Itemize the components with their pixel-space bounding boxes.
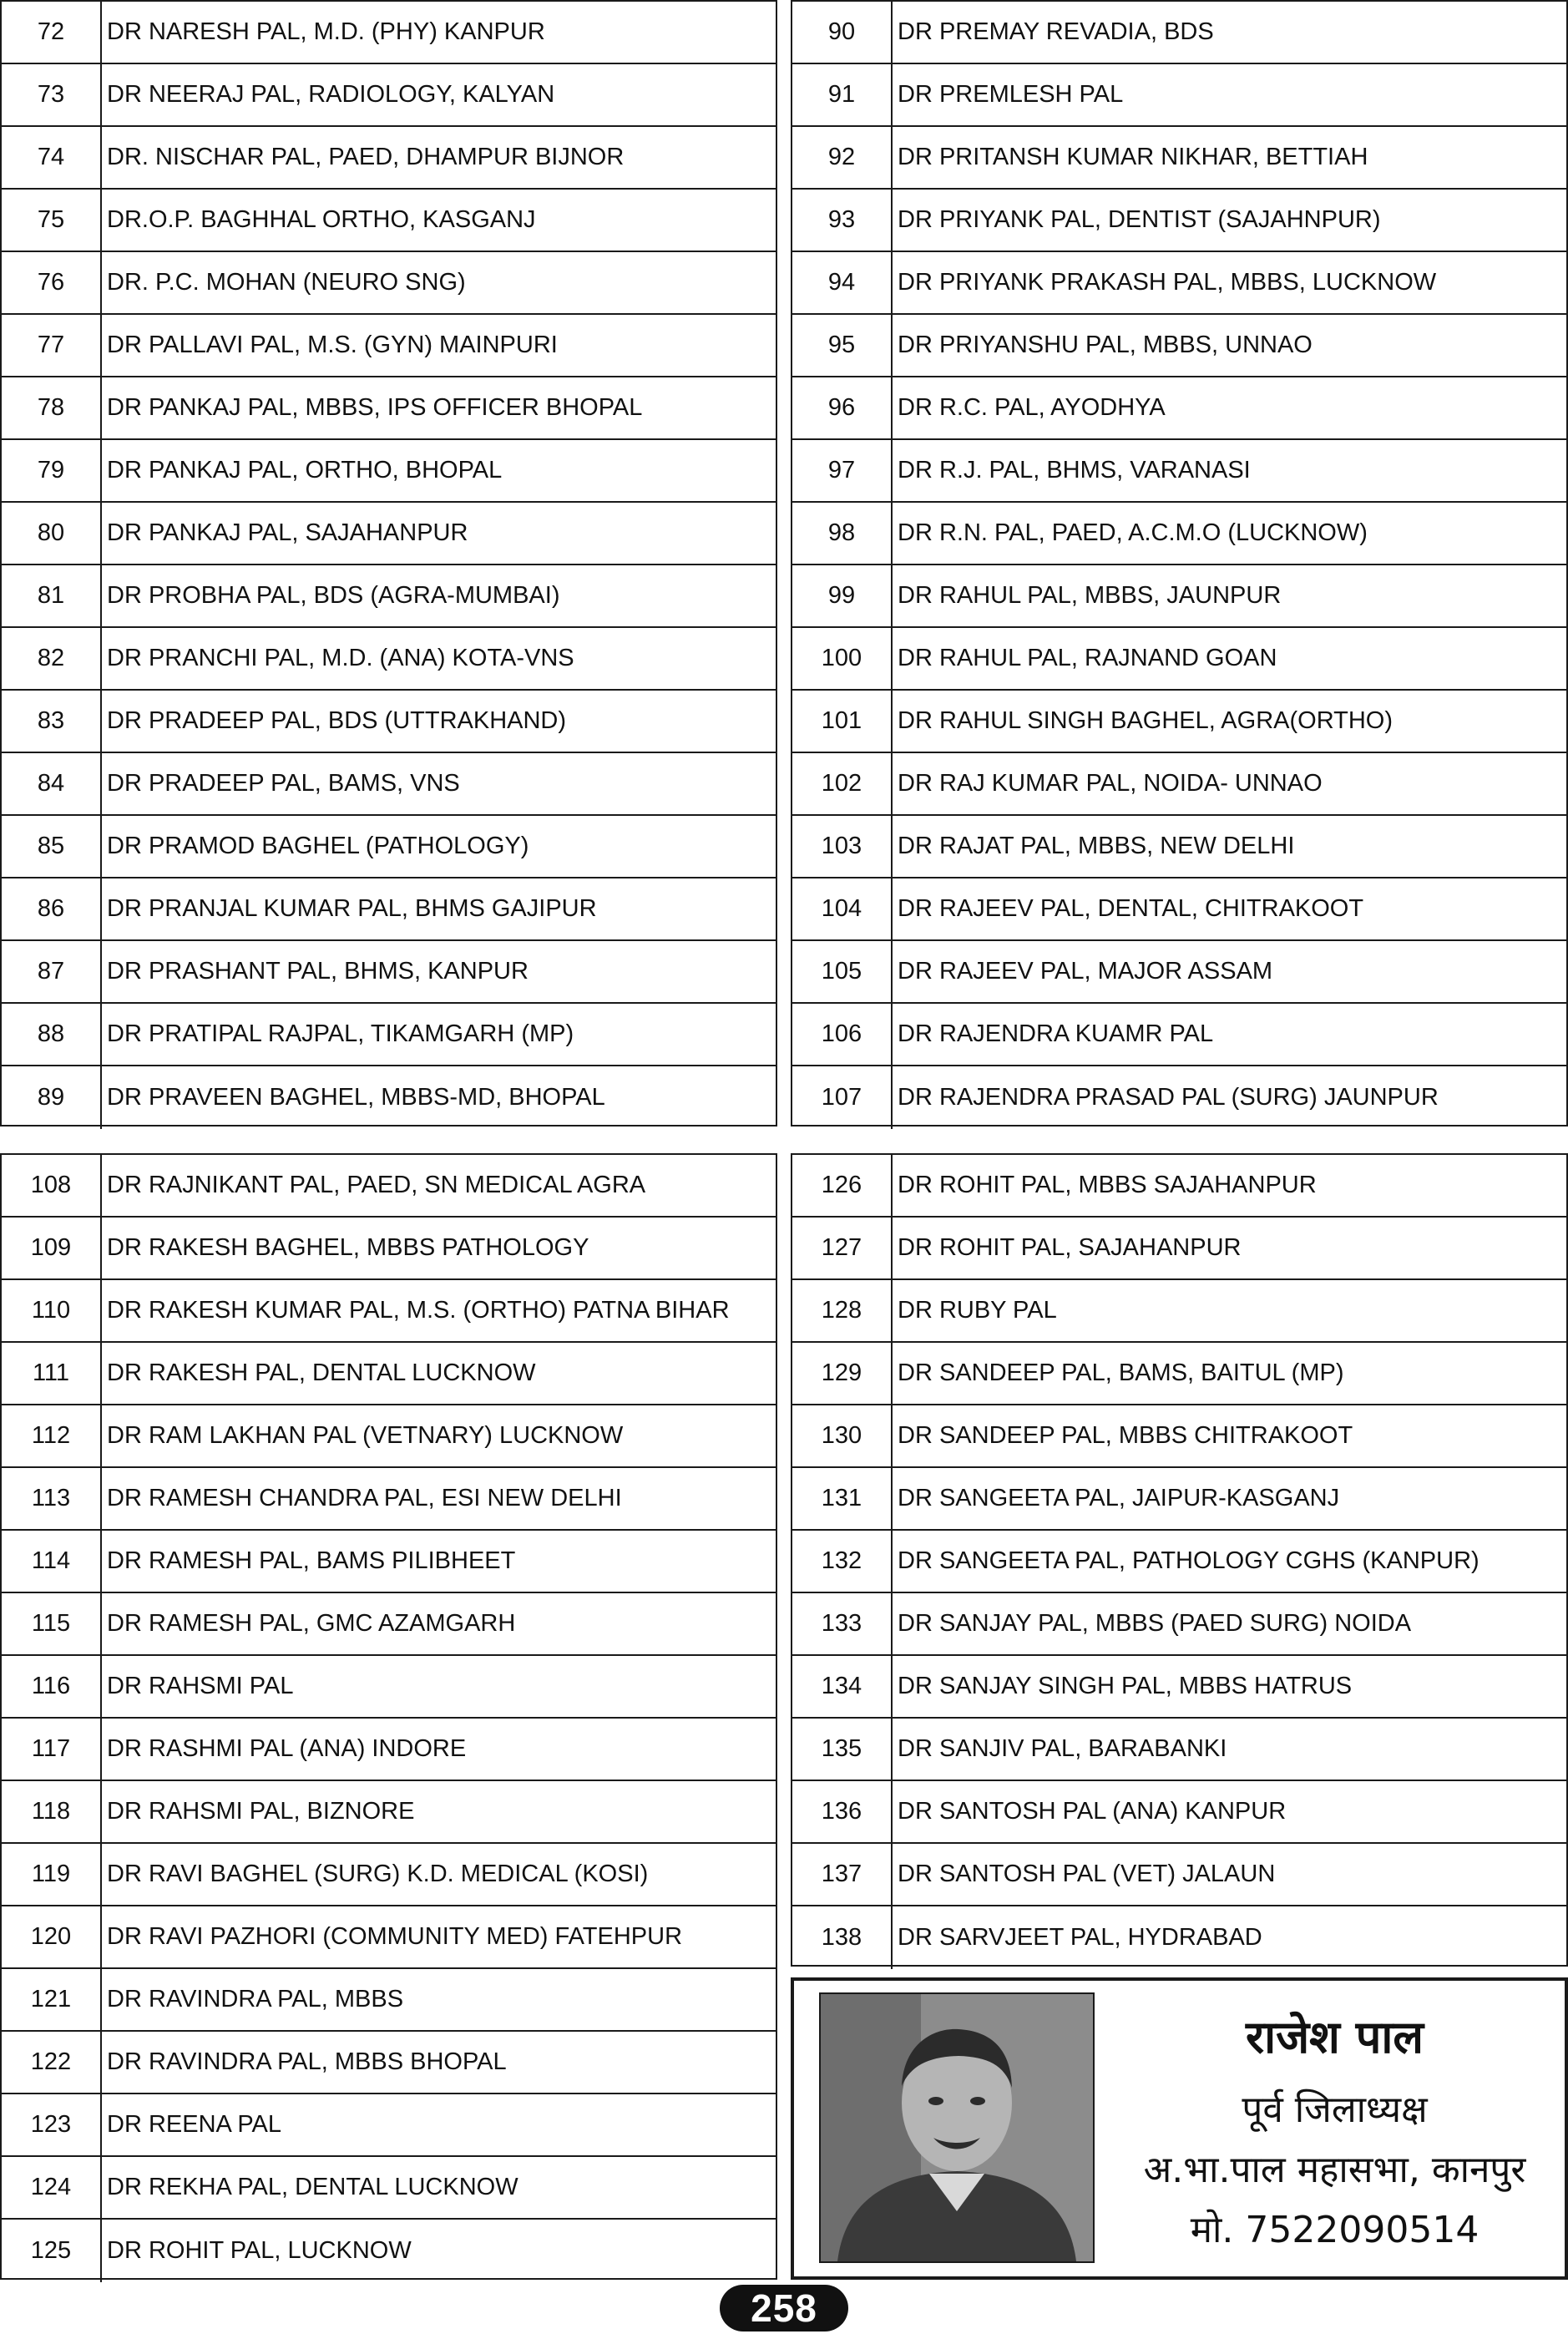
row-number: 107 — [792, 1066, 893, 1129]
row-number: 82 — [2, 628, 102, 689]
doctor-name: DR SANTOSH PAL (ANA) KANPUR — [898, 1798, 1287, 1825]
row-number: 101 — [792, 691, 893, 752]
directory-table-2 — [791, 0, 1568, 1126]
row-number: 133 — [792, 1593, 893, 1654]
row-number: 99 — [792, 565, 893, 626]
doctor-name: DR RAHSMI PAL, BIZNORE — [107, 1798, 415, 1825]
row-number: 88 — [2, 1004, 102, 1065]
doctor-name: DR R.J. PAL, BHMS, VARANASI — [898, 457, 1251, 484]
table-row — [2, 1969, 776, 2032]
row-number: 91 — [792, 64, 893, 125]
doctor-name: DR PRAVEEN BAGHEL, MBBS-MD, BHOPAL — [107, 1084, 605, 1111]
row-number: 121 — [2, 1969, 102, 2030]
doctor-name: DR SANJAY SINGH PAL, MBBS HATRUS — [898, 1673, 1353, 1699]
table-row — [2, 878, 776, 941]
doctor-name: DR RAJEEV PAL, MAJOR ASSAM — [898, 958, 1273, 985]
row-number: 97 — [792, 440, 893, 501]
doctor-name: DR PRADEEP PAL, BAMS, VNS — [107, 770, 460, 797]
row-number: 109 — [2, 1218, 102, 1278]
doctor-name: DR PRIYANSHU PAL, MBBS, UNNAO — [898, 332, 1313, 358]
profile-phone: मो. 7522090514 — [1190, 2209, 1479, 2251]
row-number: 122 — [2, 2032, 102, 2093]
row-number: 130 — [792, 1405, 893, 1466]
row-number: 106 — [792, 1004, 893, 1065]
table-row — [2, 2220, 776, 2282]
doctor-name: DR PRIYANK PAL, DENTIST (SAJAHNPUR) — [898, 206, 1381, 233]
table-row — [792, 252, 1566, 315]
row-number: 85 — [2, 816, 102, 877]
row-number: 136 — [792, 1781, 893, 1842]
table-row — [2, 691, 776, 753]
doctor-name: DR ROHIT PAL, SAJAHANPUR — [898, 1234, 1242, 1261]
table-row — [2, 1531, 776, 1593]
row-number: 125 — [2, 2220, 102, 2282]
row-number: 77 — [2, 315, 102, 376]
table-row — [792, 1280, 1566, 1343]
doctor-name: DR R.N. PAL, PAED, A.C.M.O (LUCKNOW) — [898, 519, 1368, 546]
doctor-name: DR RAHUL PAL, RAJNAND GOAN — [898, 645, 1277, 671]
table-row — [2, 1656, 776, 1719]
doctor-name: DR RAJ KUMAR PAL, NOIDA- UNNAO — [898, 770, 1323, 797]
table-row — [792, 1593, 1566, 1656]
profile-organization: अ.भा.पाल महासभा, कानपुर — [1143, 2149, 1526, 2191]
doctor-name: DR REKHA PAL, DENTAL LUCKNOW — [107, 2174, 518, 2200]
doctor-name: DR RASHMI PAL (ANA) INDORE — [107, 1735, 467, 1762]
doctor-name: DR RAJNIKANT PAL, PAED, SN MEDICAL AGRA — [107, 1172, 646, 1198]
row-number: 124 — [2, 2157, 102, 2218]
row-number: 86 — [2, 878, 102, 939]
table-row — [2, 64, 776, 127]
doctor-name: DR RAMESH CHANDRA PAL, ESI NEW DELHI — [107, 1485, 622, 1511]
table-row — [792, 1468, 1566, 1531]
doctor-name: DR PRANCHI PAL, M.D. (ANA) KOTA-VNS — [107, 645, 574, 671]
row-number: 111 — [2, 1343, 102, 1404]
row-number: 93 — [792, 190, 893, 251]
doctor-name: DR RAJENDRA PRASAD PAL (SURG) JAUNPUR — [898, 1084, 1439, 1111]
doctor-name: DR PALLAVI PAL, M.S. (GYN) MAINPURI — [107, 332, 558, 358]
table-row — [2, 941, 776, 1004]
doctor-name: DR PREMAY REVADIA, BDS — [898, 18, 1214, 45]
doctor-name: DR RAVI PAZHORI (COMMUNITY MED) FATEHPUR — [107, 1923, 683, 1950]
table-row — [792, 1844, 1566, 1906]
row-number: 75 — [2, 190, 102, 251]
table-row — [792, 127, 1566, 190]
doctor-name: DR RAVINDRA PAL, MBBS — [107, 1986, 404, 2013]
doctor-name: DR PRATIPAL RAJPAL, TIKAMGARH (MP) — [107, 1020, 574, 1047]
doctor-name: DR NARESH PAL, M.D. (PHY) KANPUR — [107, 18, 545, 45]
row-number: 110 — [2, 1280, 102, 1341]
table-row — [2, 628, 776, 691]
row-number: 114 — [2, 1531, 102, 1592]
row-number: 90 — [792, 2, 893, 63]
row-number: 126 — [792, 1155, 893, 1216]
doctor-name: DR SANJAY PAL, MBBS (PAED SURG) NOIDA — [898, 1610, 1412, 1637]
table-row — [2, 127, 776, 190]
row-number: 134 — [792, 1656, 893, 1717]
table-row — [2, 1280, 776, 1343]
row-number: 135 — [792, 1719, 893, 1780]
doctor-name: DR PRASHANT PAL, BHMS, KANPUR — [107, 958, 529, 985]
row-number: 96 — [792, 377, 893, 438]
table-row — [792, 64, 1566, 127]
doctor-name: DR SANDEEP PAL, MBBS CHITRAKOOT — [898, 1422, 1353, 1449]
table-row — [792, 1781, 1566, 1844]
table-row — [792, 503, 1566, 565]
table-row — [2, 1405, 776, 1468]
doctor-name: DR SARVJEET PAL, HYDRABAD — [898, 1924, 1262, 1951]
table-row — [2, 190, 776, 252]
table-row — [2, 2, 776, 64]
table-row — [2, 1343, 776, 1405]
doctor-name: DR RAMESH PAL, BAMS PILIBHEET — [107, 1547, 516, 1574]
row-number: 128 — [792, 1280, 893, 1341]
row-number: 118 — [2, 1781, 102, 1842]
doctor-name: DR PANKAJ PAL, SAJAHANPUR — [107, 519, 468, 546]
table-row — [792, 1066, 1566, 1129]
doctor-name: DR PRANJAL KUMAR PAL, BHMS GAJIPUR — [107, 895, 597, 922]
table-row — [2, 252, 776, 315]
table-row — [792, 190, 1566, 252]
row-number: 81 — [2, 565, 102, 626]
table-row — [792, 440, 1566, 503]
doctor-name: DR RAM LAKHAN PAL (VETNARY) LUCKNOW — [107, 1422, 624, 1449]
table-row — [2, 2094, 776, 2157]
doctor-name: DR. P.C. MOHAN (NEURO SNG) — [107, 269, 466, 296]
table-row — [792, 2, 1566, 64]
doctor-name: DR PREMLESH PAL — [898, 81, 1124, 108]
doctor-name: DR SANGEETA PAL, JAIPUR-KASGANJ — [898, 1485, 1340, 1511]
row-number: 131 — [792, 1468, 893, 1529]
doctor-name: DR RAJAT PAL, MBBS, NEW DELHI — [898, 833, 1295, 859]
doctor-name: DR ROHIT PAL, MBBS SAJAHANPUR — [898, 1172, 1317, 1198]
row-number: 98 — [792, 503, 893, 564]
table-row — [792, 1656, 1566, 1719]
doctor-name: DR RAJENDRA KUAMR PAL — [898, 1020, 1214, 1047]
table-row — [2, 440, 776, 503]
row-number: 89 — [2, 1066, 102, 1129]
table-row — [792, 1531, 1566, 1593]
profile-designation: पूर्व जिलाध्यक्ष — [1242, 2088, 1428, 2131]
row-number: 84 — [2, 753, 102, 814]
table-row — [2, 1906, 776, 1969]
row-number: 78 — [2, 377, 102, 438]
table-row — [2, 1218, 776, 1280]
doctor-name: DR RUBY PAL — [898, 1297, 1057, 1324]
doctor-name: DR SANJIV PAL, BARABANKI — [898, 1735, 1227, 1762]
table-row — [792, 1218, 1566, 1280]
table-row — [2, 565, 776, 628]
table-row — [792, 753, 1566, 816]
doctor-name: DR RAMESH PAL, GMC AZAMGARH — [107, 1610, 516, 1637]
doctor-name: DR PRIYANK PRAKASH PAL, MBBS, LUCKNOW — [898, 269, 1437, 296]
row-number: 103 — [792, 816, 893, 877]
table-row — [792, 1343, 1566, 1405]
table-row — [2, 1155, 776, 1218]
row-number: 72 — [2, 2, 102, 63]
table-row — [2, 315, 776, 377]
row-number: 112 — [2, 1405, 102, 1466]
row-number: 129 — [792, 1343, 893, 1404]
row-number: 73 — [2, 64, 102, 125]
doctor-name: DR PROBHA PAL, BDS (AGRA-MUMBAI) — [107, 582, 560, 609]
table-row — [792, 565, 1566, 628]
doctor-name: DR PRAMOD BAGHEL (PATHOLOGY) — [107, 833, 529, 859]
table-row — [2, 1066, 776, 1129]
doctor-name: DR R.C. PAL, AYODHYA — [898, 394, 1166, 421]
doctor-name: DR RAKESH BAGHEL, MBBS PATHOLOGY — [107, 1234, 589, 1261]
table-row — [2, 753, 776, 816]
doctor-name: DR PANKAJ PAL, MBBS, IPS OFFICER BHOPAL — [107, 394, 643, 421]
table-row — [792, 816, 1566, 878]
row-number: 113 — [2, 1468, 102, 1529]
table-row — [792, 315, 1566, 377]
table-row — [2, 1593, 776, 1656]
table-row — [792, 628, 1566, 691]
row-number: 100 — [792, 628, 893, 689]
table-row — [2, 1844, 776, 1906]
row-number: 92 — [792, 127, 893, 188]
row-number: 138 — [792, 1906, 893, 1969]
row-number: 117 — [2, 1719, 102, 1780]
table-row — [2, 816, 776, 878]
doctor-name: DR RAKESH KUMAR PAL, M.S. (ORTHO) PATNA BIHAR — [107, 1297, 730, 1324]
row-number: 132 — [792, 1531, 893, 1592]
row-number: 104 — [792, 878, 893, 939]
table-row — [792, 941, 1566, 1004]
doctor-name: DR ROHIT PAL, LUCKNOW — [107, 2237, 412, 2264]
row-number: 123 — [2, 2094, 102, 2155]
doctor-name: DR PANKAJ PAL, ORTHO, BHOPAL — [107, 457, 503, 484]
row-number: 83 — [2, 691, 102, 752]
doctor-name: DR PRITANSH KUMAR NIKHAR, BETTIAH — [898, 144, 1368, 170]
table-row — [2, 1004, 776, 1066]
row-number: 76 — [2, 252, 102, 313]
table-row — [792, 1719, 1566, 1781]
table-row — [2, 503, 776, 565]
row-number: 102 — [792, 753, 893, 814]
page-number: 258 — [720, 2285, 848, 2331]
doctor-name: DR RAHUL SINGH BAGHEL, AGRA(ORTHO) — [898, 707, 1393, 734]
table-row — [792, 1906, 1566, 1969]
directory-table-3 — [0, 1153, 777, 2280]
doctor-name: DR RAVI BAGHEL (SURG) K.D. MEDICAL (KOSI) — [107, 1861, 649, 1887]
table-row — [792, 1004, 1566, 1066]
table-row — [792, 878, 1566, 941]
table-row — [2, 2032, 776, 2094]
row-number: 120 — [2, 1906, 102, 1967]
row-number: 115 — [2, 1593, 102, 1654]
table-row — [792, 1405, 1566, 1468]
row-number: 95 — [792, 315, 893, 376]
doctor-name: DR RAHUL PAL, MBBS, JAUNPUR — [898, 582, 1282, 609]
directory-table-4 — [791, 1153, 1568, 1967]
doctor-name: DR SANTOSH PAL (VET) JALAUN — [898, 1861, 1276, 1887]
row-number: 94 — [792, 252, 893, 313]
doctor-name: DR RAHSMI PAL — [107, 1673, 294, 1699]
row-number: 80 — [2, 503, 102, 564]
table-row — [2, 377, 776, 440]
row-number: 119 — [2, 1844, 102, 1905]
table-row — [792, 1155, 1566, 1218]
table-row — [792, 691, 1566, 753]
doctor-name: DR RAKESH PAL, DENTAL LUCKNOW — [107, 1359, 536, 1386]
doctor-name: DR RAJEEV PAL, DENTAL, CHITRAKOOT — [898, 895, 1364, 922]
table-row — [2, 1468, 776, 1531]
profile-box — [791, 1977, 1568, 2280]
table-row — [2, 2157, 776, 2220]
row-number: 116 — [2, 1656, 102, 1717]
table-row — [792, 377, 1566, 440]
row-number: 108 — [2, 1155, 102, 1216]
doctor-name: DR SANGEETA PAL, PATHOLOGY CGHS (KANPUR) — [898, 1547, 1479, 1574]
profile-photo — [819, 1992, 1095, 2263]
doctor-name: DR PRADEEP PAL, BDS (UTTRAKHAND) — [107, 707, 567, 734]
doctor-name: DR.O.P. BAGHHAL ORTHO, KASGANJ — [107, 206, 536, 233]
profile-name: राजेश पाल — [1246, 2011, 1424, 2063]
doctor-name: DR NEERAJ PAL, RADIOLOGY, KALYAN — [107, 81, 555, 108]
profile-text — [1103, 1989, 1566, 2273]
doctor-name: DR RAVINDRA PAL, MBBS BHOPAL — [107, 2048, 507, 2075]
row-number: 127 — [792, 1218, 893, 1278]
portrait-silhouette-icon — [821, 1994, 1093, 2261]
row-number: 74 — [2, 127, 102, 188]
table-row — [2, 1781, 776, 1844]
doctor-name: DR. NISCHAR PAL, PAED, DHAMPUR BIJNOR — [107, 144, 625, 170]
doctor-name: DR REENA PAL — [107, 2111, 281, 2138]
row-number: 137 — [792, 1844, 893, 1905]
row-number: 79 — [2, 440, 102, 501]
table-row — [2, 1719, 776, 1781]
directory-table-1 — [0, 0, 777, 1126]
row-number: 87 — [2, 941, 102, 1002]
row-number: 105 — [792, 941, 893, 1002]
doctor-name: DR SANDEEP PAL, BAMS, BAITUL (MP) — [898, 1359, 1344, 1386]
